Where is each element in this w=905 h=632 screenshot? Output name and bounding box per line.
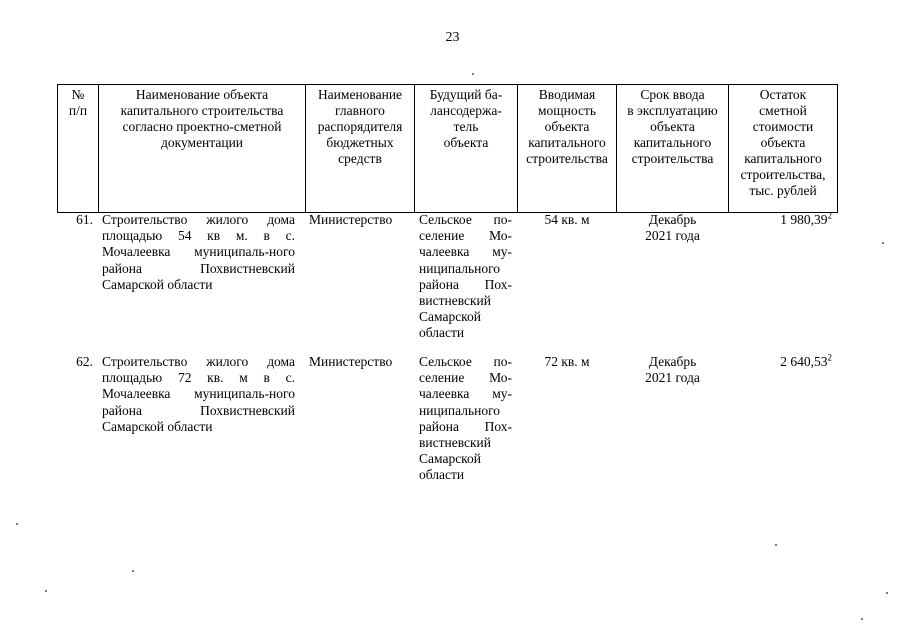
object-name: Строительство жилого дома площадью 72 кв. м в с. Мочалеевка муниципаль-ного района Похвистневский Самарской области — [102, 354, 295, 434]
header-number: № п/п — [68, 87, 88, 118]
scan-speck — [472, 73, 474, 75]
header-holder: Будущий ба- лансодержа- тель объекта — [429, 87, 503, 150]
distributor: Министерство — [309, 354, 393, 369]
commissioning-term: Декабрь 2021 года — [645, 354, 700, 386]
column-divider — [837, 84, 838, 213]
header-remaining-cost: Остаток сметной стоимости объекта капитального строительства, тыс. рублей — [740, 87, 826, 198]
scan-speck — [882, 242, 884, 244]
scan-speck — [861, 618, 863, 620]
row-number: 61. — [76, 212, 93, 227]
table-top-border — [57, 84, 838, 85]
header-object-name: Наименование объекта капитального строительства согласно проектно-сметной документации — [120, 87, 284, 150]
footnote-mark: 2 — [827, 352, 832, 363]
scan-speck — [775, 544, 777, 546]
capacity: 72 кв. м — [544, 354, 590, 369]
header-capacity: Вводимая мощность объекта капитального строительства — [526, 87, 608, 166]
cost-value: 2 640,53 — [780, 354, 828, 369]
remaining-cost — [729, 354, 832, 370]
footnote-mark: 2 — [827, 210, 832, 221]
header-distributor: Наименование главного распорядителя бюджетных средств — [317, 87, 403, 166]
balance-holder: Сельское по-селение Мо-чалеевка му-ниципального района Пох-вистневский Самарской области — [419, 354, 512, 483]
commissioning-term: Декабрь 2021 года — [645, 212, 700, 244]
scan-speck — [16, 523, 18, 525]
balance-holder: Сельское по-селение Мо-чалеевка му-ниципального района Пох-вистневский Самарской области — [419, 212, 512, 341]
capacity: 54 кв. м — [544, 212, 590, 227]
scan-speck — [132, 570, 134, 572]
scan-speck — [886, 592, 888, 594]
distributor: Министерство — [309, 212, 393, 227]
row-number: 62. — [76, 354, 93, 369]
scan-speck — [45, 590, 47, 592]
cost-value: 1 980,39 — [780, 212, 828, 227]
page-number: 23 — [445, 30, 460, 45]
object-name: Строительство жилого дома площадью 54 кв м. в с. Мочалеевка муниципаль-ного района Похвистневский Самарской области — [102, 212, 295, 292]
header-term: Срок ввода в эксплуатацию объекта капитального строительства — [627, 87, 718, 166]
remaining-cost — [729, 212, 832, 228]
